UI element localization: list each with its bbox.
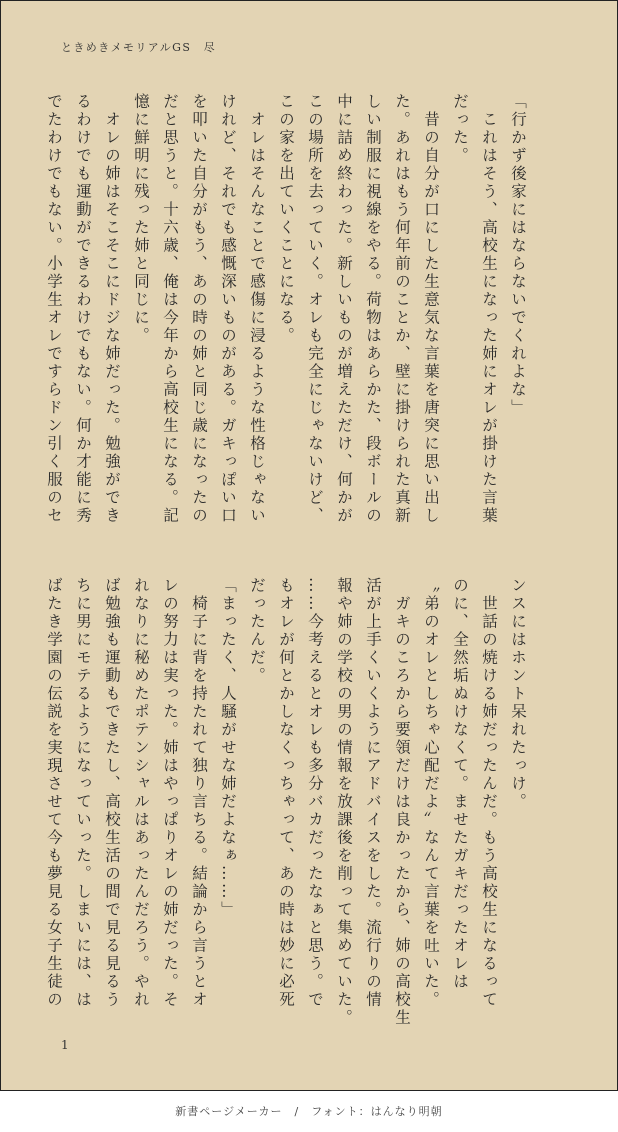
text-line: この家を出ていくことになる。 [277, 93, 295, 345]
text-line: だったんだ。 [248, 577, 266, 685]
text-line: オレの姉はそこそこにドジな姉だった。勉強ができ [103, 93, 121, 525]
text-line: ンスにはホント呆れたっけ。 [509, 577, 527, 811]
text-line: これはそう、高校生になった姉にオレが掛けた言葉 [480, 93, 498, 525]
text-line: 昔の自分が口にした生意気な言葉を唐突に思い出し [422, 93, 440, 525]
text-line: オレはそんなことで感傷に浸るような性格じゃない [248, 93, 266, 525]
text-line: のに、全然垢ぬけなくて。ませたガキだったオレは [451, 577, 469, 991]
text-line: 〝弟のオレとしちゃ心配だよ〟なんて言葉を吐いた。 [422, 577, 440, 1009]
text-line: 中に詰め終わった。新しいものが増えただけ、何かが [335, 93, 353, 525]
text-line: ちに男にモテるようになっていった。しまいには、は [74, 577, 92, 1009]
text-line: だと思うと。十六歳、俺は今年から高校生になる。記 [161, 93, 179, 525]
text-line: を叩いた自分がもう、あの時の姉と同じ歳になったの [190, 93, 208, 525]
text-line: 憶に鮮明に残った姉と同じに。 [132, 93, 150, 345]
text-line: もオレが何とかしなくっちゃって、あの時は妙に必死 [277, 577, 295, 1009]
text-line: 世話の焼ける姉だったんだ。もう高校生になるって [480, 577, 498, 1009]
text-line: ガキのころから要領だけは良かったから、姉の高校生 [393, 577, 411, 1027]
text-line: でたわけでもない。小学生オレですらドン引く服のセ [45, 93, 63, 525]
page-number: 1 [61, 1038, 69, 1052]
text-line: けれど、それでも感慨深いものがある。ガキっぽい口 [219, 93, 237, 525]
text-line: 報や姉の学校の男の情報を放課後を削って集めていた。 [335, 577, 353, 1027]
text-line: しい制服に視線をやる。荷物はあらかた、段ボールの [364, 93, 382, 525]
footer-credit: 新書ページメーカー / フォント：はんなり明朝 [175, 1105, 443, 1118]
text-line: 「行かず後家にはならないでくれよな」 [509, 93, 527, 417]
text-line: 活が上手くいくようにアドバイスをした。流行りの情 [364, 577, 382, 1009]
text-line: ば勉強も運動もできたし、高校生活の間で見る見るう [103, 577, 121, 1009]
running-header: ときめきメモリアルGS 尽 [61, 41, 217, 54]
text-line: 椅子に背を持たれて独り言ちる。結論から言うとオ [190, 577, 208, 1009]
text-line: ……今考えるとオレも多分バカだったなぁと思う。で [306, 577, 324, 1009]
text-line: 「まったく、人騒がせな姉だよなぁ……」 [219, 577, 237, 919]
text-block-top [39, 93, 532, 533]
text-line: るわけでも運動ができるわけでもない。何か才能に秀 [74, 93, 92, 525]
text-line: レの努力は実った。姉はやっぱりオレの姉だった。そ [161, 577, 179, 1009]
text-line: この場所を去っていく。オレも完全にじゃないけど、 [306, 93, 324, 525]
text-line: た。あれはもう何年前のことか、壁に掛けられた真新 [393, 93, 411, 525]
text-line: れなりに秘めたポテンシャルはあったんだろう。やれ [132, 577, 150, 1009]
text-line: だった。 [451, 93, 469, 165]
text-line: ばたき学園の伝説を実現させて今も夢見る女子生徒の [45, 577, 63, 1009]
text-block-bottom [39, 577, 532, 1027]
